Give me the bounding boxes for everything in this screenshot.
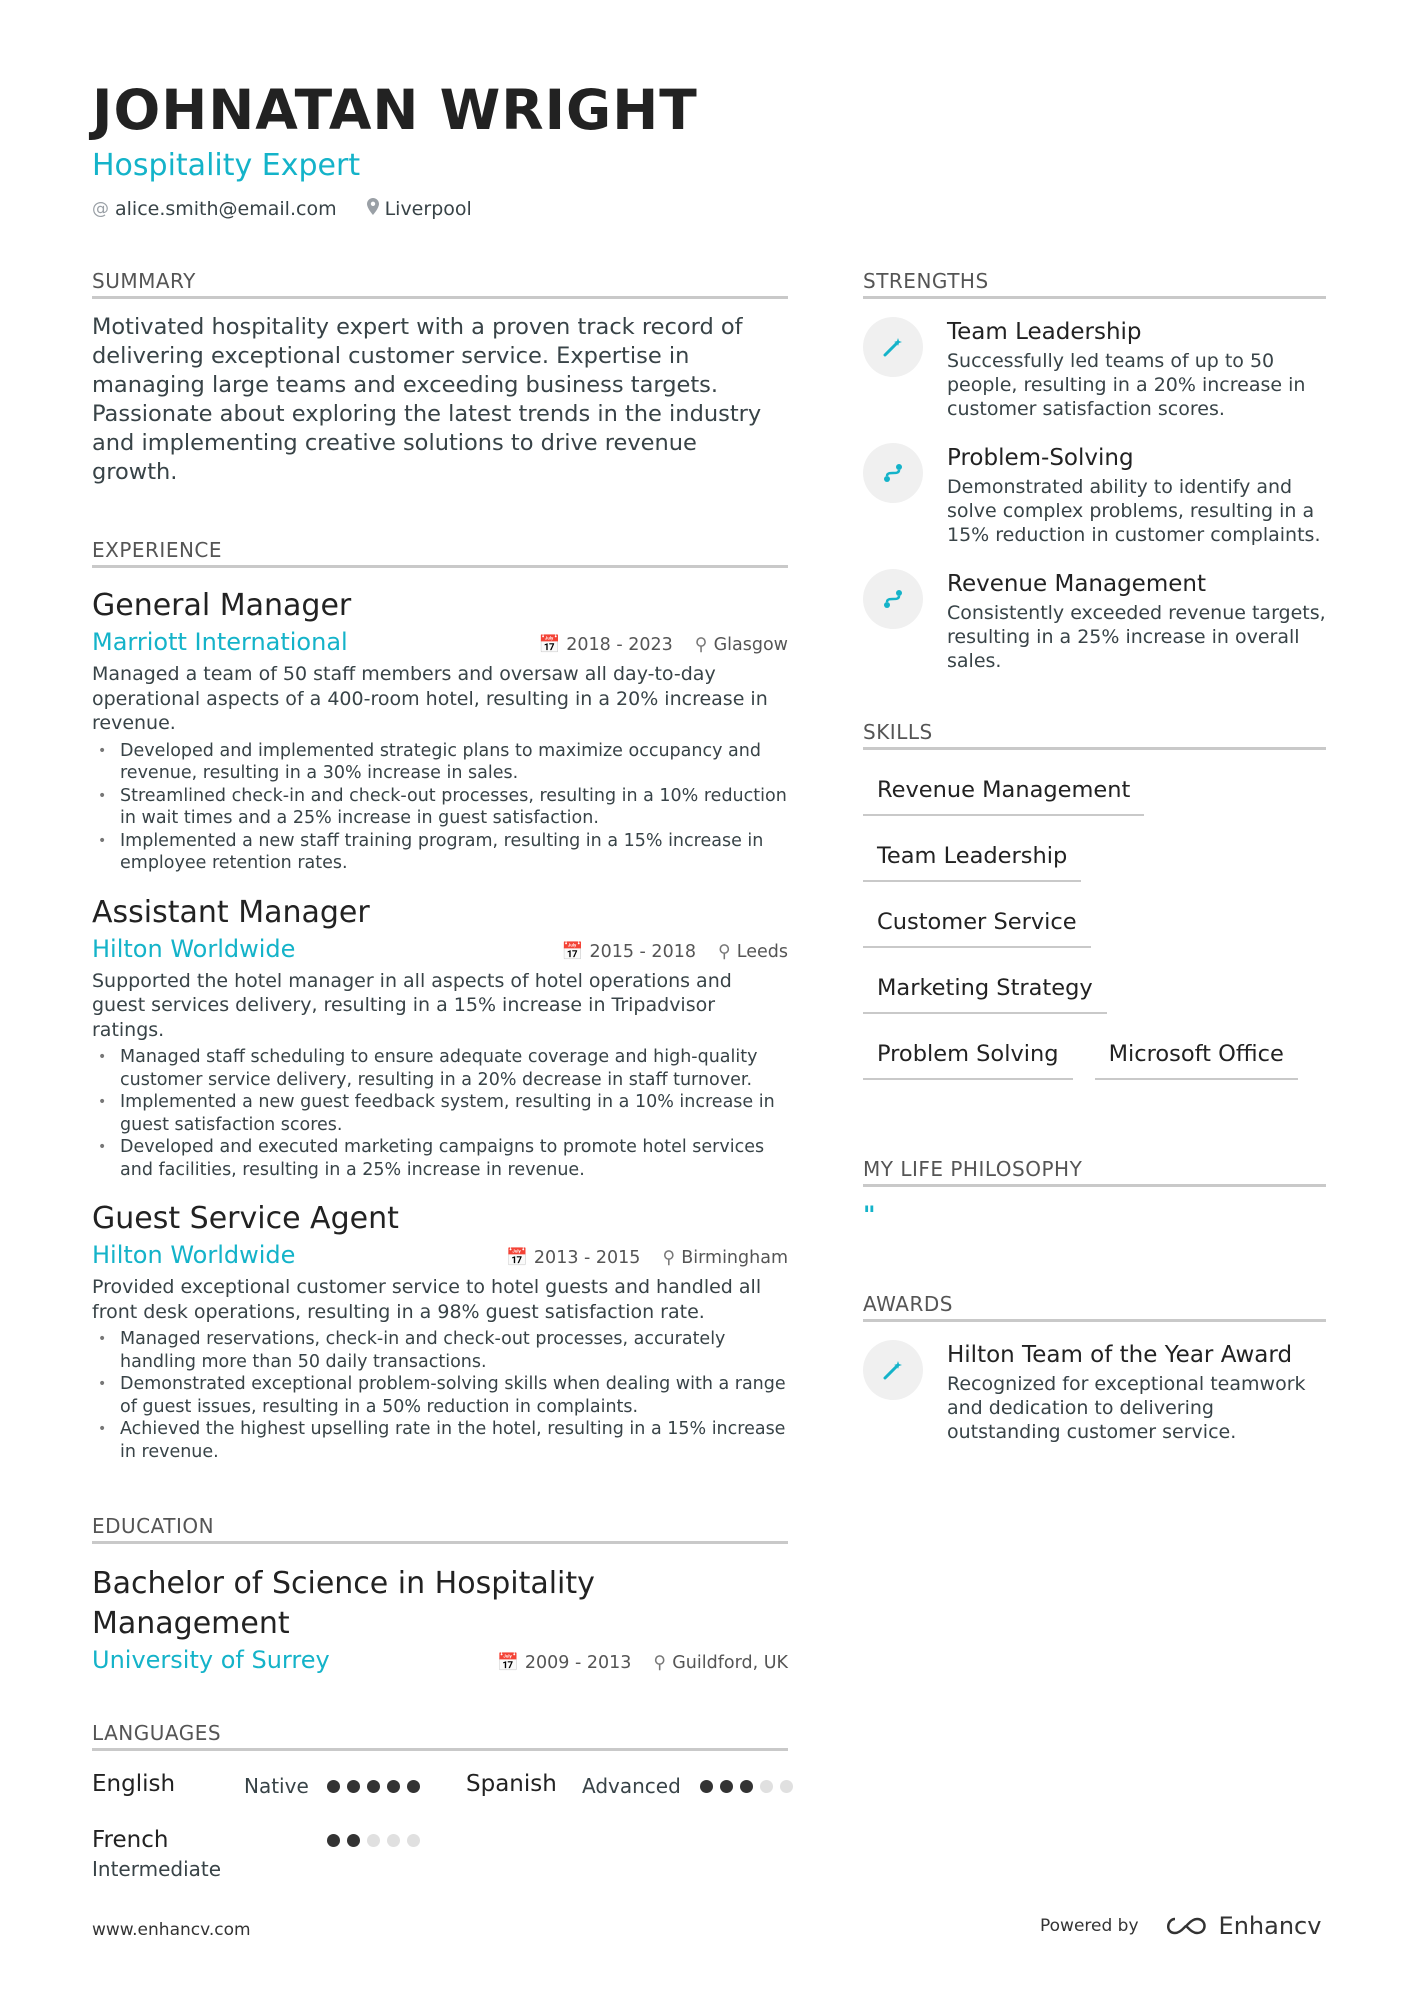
strength-content — [947, 317, 1326, 421]
location-pin-icon: ⚲ — [662, 1248, 676, 1268]
education-location — [653, 1653, 788, 1673]
job-description: Supported the hotel manager in all aspects of hotel operations and guest services delivery, resulting in a 15% increase in Tripadvisor ratings. — [92, 969, 732, 1041]
award-title: Hilton Team of the Year Award — [947, 1342, 1293, 1368]
summary-section — [92, 268, 788, 487]
contact-email[interactable] — [92, 198, 337, 220]
job-description: Managed a team of 50 staff members and oversaw all day-to-day operational aspects of a 400-room hotel, resulting in a 20% increase in revenue. — [92, 663, 768, 734]
job-meta — [506, 1248, 788, 1268]
job-bullet: • Managed staff scheduling to ensure adequate coverage and high-quality customer service delivery, resulting in a 20% decrease in staff turnover. — [92, 1046, 788, 1091]
rating-dot-empty — [387, 1834, 400, 1847]
candidate-title: Hospitality Expert — [92, 148, 361, 183]
location-text: Liverpool — [384, 198, 472, 220]
enhancv-logo-icon — [1163, 1915, 1209, 1937]
summary-heading: SUMMARY — [92, 268, 788, 299]
company-name: Hilton Worldwide — [92, 1241, 296, 1269]
job-title: Guest Service Agent — [92, 1201, 399, 1236]
award-content — [947, 1340, 1326, 1444]
languages-heading: LANGUAGES — [92, 1720, 788, 1751]
strength-title: Revenue Management — [947, 571, 1206, 597]
job-bullets — [92, 1328, 788, 1463]
rating-dot-filled — [700, 1780, 713, 1793]
strength-title: Team Leadership — [947, 319, 1142, 345]
job-description: Provided exceptional customer service to hotel guests and handled all front desk operations, resulting in a 98% guest satisfaction rate. — [92, 1276, 762, 1323]
degree-title: Bachelor of Science in Hospitality Management — [92, 1566, 595, 1641]
philosophy-section — [863, 1156, 1326, 1229]
location-pin-icon: ⚲ — [653, 1653, 667, 1673]
resume-header — [92, 78, 1332, 220]
experience-heading: EXPERIENCE — [92, 537, 788, 568]
language-level: Native — [244, 1774, 309, 1798]
job-meta — [538, 635, 788, 655]
job-bullet: • Developed and implemented strategic plans to maximize occupancy and revenue, resulting in a 30% increase in sales. — [92, 740, 788, 785]
dates-text: 2013 - 2015 — [533, 1248, 641, 1268]
rating-dot-empty — [780, 1780, 793, 1793]
job-meta-row — [92, 626, 788, 658]
strength-item — [863, 569, 1326, 673]
summary-text: Motivated hospitality expert with a proven track record of delivering exceptional customer service. Expertise in managing large teams and exceeding business targets. Passionate about exploring the latest trends in the industry and implementing creative solutions to drive revenue growth. — [92, 314, 762, 485]
language-name: French — [92, 1827, 169, 1853]
job-meta — [562, 942, 788, 962]
company-name: Hilton Worldwide — [92, 934, 296, 963]
route-icon — [863, 443, 923, 503]
education-dates — [497, 1653, 631, 1673]
calendar-icon: 📅 — [561, 941, 584, 962]
award-item — [863, 1340, 1326, 1444]
footer-branding — [1040, 1912, 1321, 1940]
location-text: Glasgow — [713, 635, 788, 655]
skill-tag: Customer Service — [863, 896, 1091, 948]
languages-grid — [92, 1767, 788, 1897]
job-title: General Manager — [92, 588, 352, 623]
job-bullets — [92, 740, 788, 875]
award-description: Recognized for exceptional teamwork and dedication to delivering outstanding customer service. — [947, 1373, 1306, 1443]
calendar-icon: 📅 — [538, 635, 561, 655]
brand-name: Enhancv — [1218, 1912, 1322, 1940]
right-column — [863, 268, 1326, 1444]
job-bullet: • Developed and executed marketing campaigns to promote hotel services and facilities, resulting in a 25% increase in revenue. — [92, 1136, 788, 1181]
philosophy-heading: MY LIFE PHILOSOPHY — [863, 1156, 1326, 1187]
awards-heading: AWARDS — [863, 1291, 1326, 1322]
rating-dot-filled — [327, 1780, 340, 1793]
skill-tag: Problem Solving — [863, 1028, 1073, 1080]
education-meta — [497, 1653, 788, 1673]
rating-dot-filled — [720, 1780, 733, 1793]
brand-logo[interactable] — [1163, 1912, 1322, 1940]
job-bullet: • Achieved the highest upselling rate in the hotel, resulting in a 15% increase in revenue. — [92, 1418, 788, 1463]
strength-item — [863, 443, 1326, 547]
school-name: University of Surrey — [92, 1646, 330, 1674]
strengths-heading: STRENGTHS — [863, 268, 1326, 299]
location-text: Guildford, UK — [672, 1653, 788, 1673]
location-pin-icon: ⚲ — [717, 941, 731, 962]
job-dates — [538, 635, 672, 655]
calendar-icon: 📅 — [506, 1248, 528, 1268]
contact-info — [92, 198, 1332, 220]
at-sign-icon: @ — [92, 199, 109, 219]
language-level: Advanced — [582, 1774, 681, 1798]
rating-dot-filled — [367, 1780, 380, 1793]
strength-content — [947, 569, 1326, 673]
job-dates — [562, 942, 696, 962]
education-heading: EDUCATION — [92, 1513, 788, 1544]
job-location — [695, 635, 788, 655]
location-pin-icon — [367, 198, 379, 220]
job-bullets — [92, 1046, 788, 1181]
language-name: English — [92, 1771, 176, 1797]
company-name: Marriott International — [92, 628, 348, 656]
dates-text: 2018 - 2023 — [566, 635, 673, 655]
strength-content — [947, 443, 1326, 547]
email-text: alice.smith@email.com — [115, 198, 337, 220]
job-bullet: • Demonstrated exceptional problem-solving skills when dealing with a range of guest issues, resulting in a 50% reduction in complaints. — [92, 1373, 788, 1418]
skill-tag: Team Leadership — [863, 830, 1081, 882]
language-rating — [700, 1780, 793, 1793]
language-rating — [327, 1780, 420, 1793]
job-meta-row — [92, 1239, 788, 1271]
rating-dot-filled — [347, 1780, 360, 1793]
skills-list — [863, 764, 1326, 1094]
language-rating — [327, 1834, 420, 1847]
job-bullet: • Implemented a new guest feedback system, resulting in a 10% increase in guest satisfaction scores. — [92, 1091, 788, 1136]
skill-tag: Revenue Management — [863, 764, 1144, 816]
rating-dot-filled — [347, 1834, 360, 1847]
location-text: Leeds — [736, 941, 788, 962]
location-text: Birmingham — [681, 1248, 788, 1268]
dates-text: 2015 - 2018 — [589, 941, 696, 962]
languages-section — [92, 1720, 788, 1897]
job-dates — [506, 1248, 640, 1268]
left-column — [92, 268, 788, 1897]
language-level: Intermediate — [92, 1857, 222, 1881]
location-pin-icon: ⚲ — [694, 635, 708, 655]
strengths-section — [863, 268, 1326, 673]
strength-description: Demonstrated ability to identify and solve complex problems, resulting in a 15% reduction in customer complaints. — [947, 476, 1321, 546]
rating-dot-empty — [367, 1834, 380, 1847]
rating-dot-filled — [740, 1780, 753, 1793]
job-title: Assistant Manager — [92, 894, 370, 930]
dates-text: 2009 - 2013 — [524, 1653, 632, 1673]
philosophy-quote: " — [863, 1201, 876, 1229]
rating-dot-filled — [387, 1780, 400, 1793]
job-meta-row — [92, 933, 788, 965]
candidate-name: JOHNATAN WRIGHT — [92, 78, 698, 142]
job-location — [662, 1248, 788, 1268]
rating-dot-empty — [760, 1780, 773, 1793]
powered-by-text: Powered by — [1040, 1916, 1139, 1936]
strength-description: Consistently exceeded revenue targets, resulting in a 25% increase in overall sales. — [947, 602, 1326, 672]
footer-website[interactable]: www.enhancv.com — [92, 1920, 251, 1940]
skill-tag: Microsoft Office — [1095, 1028, 1298, 1080]
skill-tag: Marketing Strategy — [863, 962, 1107, 1014]
rating-dot-filled — [327, 1834, 340, 1847]
job-bullet: • Implemented a new staff training program, resulting in a 15% increase in employee retention rates. — [92, 830, 788, 875]
contact-location — [367, 198, 472, 220]
job-bullet: • Streamlined check-in and check-out processes, resulting in a 10% reduction in wait times and a 25% increase in guest satisfaction. — [92, 785, 788, 830]
job-entry — [92, 586, 788, 875]
job-location — [718, 942, 788, 962]
strength-description: Successfully led teams of up to 50 people, resulting in a 20% increase in customer satisfaction scores. — [947, 350, 1306, 420]
strength-title: Problem-Solving — [947, 445, 1134, 471]
skills-heading: SKILLS — [863, 719, 1326, 750]
language-name: Spanish — [466, 1771, 557, 1797]
skills-section — [863, 719, 1326, 1094]
magic-wand-icon — [863, 1340, 923, 1400]
route-icon — [863, 569, 923, 629]
rating-dot-empty — [407, 1834, 420, 1847]
education-section — [92, 1513, 788, 1676]
job-entry — [92, 893, 788, 1182]
job-bullet: • Managed reservations, check-in and check-out processes, accurately handling more than 50 daily transactions. — [92, 1328, 788, 1373]
experience-section — [92, 537, 788, 1463]
calendar-icon: 📅 — [497, 1653, 519, 1673]
job-entry — [92, 1199, 788, 1463]
magic-wand-icon — [863, 317, 923, 377]
education-meta-row — [92, 1644, 788, 1676]
rating-dot-filled — [407, 1780, 420, 1793]
strength-item — [863, 317, 1326, 421]
awards-section — [863, 1291, 1326, 1444]
